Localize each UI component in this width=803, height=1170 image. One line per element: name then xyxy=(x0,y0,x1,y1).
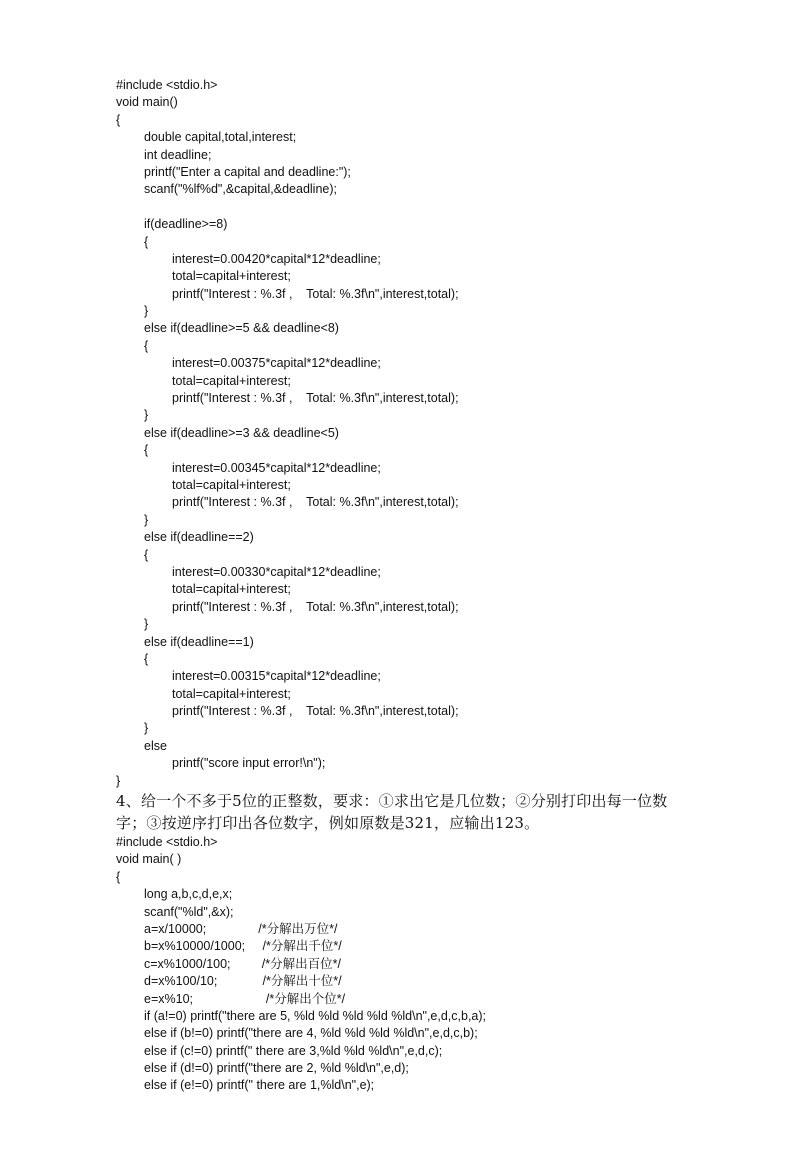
code-line: } xyxy=(144,512,149,527)
document-body xyxy=(116,77,776,1095)
code-line: { xyxy=(144,651,149,666)
blank-line xyxy=(116,199,776,216)
code-line: else xyxy=(144,738,167,753)
code-line: } xyxy=(144,304,149,319)
code-line: if(deadline>=8) xyxy=(144,217,228,232)
code-line: else if (c!=0) printf(" there are 3,%ld %ld %ld\n",e,d,c); xyxy=(144,1043,443,1058)
code-line: #include <stdio.h> xyxy=(116,78,218,92)
prose-line: 4、给一个不多于5位的正整数，要求：①求出它是几位数；②分别打印出每一位数 xyxy=(116,792,668,811)
code-line: } xyxy=(116,773,121,788)
code-line: printf("Enter a capital and deadline:"); xyxy=(144,164,351,179)
code-line: interest=0.00420*capital*12*deadline; xyxy=(172,251,381,266)
code-line: else if(deadline>=5 && deadline<8) xyxy=(144,321,339,336)
code-line: b=x%10000/1000; /*分解出千位*/ xyxy=(144,939,342,954)
code-line: scanf("%ld",&x); xyxy=(144,904,234,919)
code-line: else if (b!=0) printf("there are 4, %ld %ld %ld %ld\n",e,d,c,b); xyxy=(144,1026,478,1041)
code-line: int deadline; xyxy=(144,147,212,162)
code-line: { xyxy=(116,869,121,884)
code-line: else if (e!=0) printf(" there are 1,%ld\n",e); xyxy=(144,1078,375,1093)
code-line: { xyxy=(144,443,149,458)
code-line: a=x/10000; /*分解出万位*/ xyxy=(144,921,338,936)
code-line: d=x%100/10; /*分解出十位*/ xyxy=(144,974,342,989)
code-line: printf("Interest : %.3f , Total: %.3f\n",interest,total); xyxy=(172,286,459,301)
code-line: else if(deadline==2) xyxy=(144,530,254,545)
code-line: { xyxy=(144,547,149,562)
code-line: printf("Interest : %.3f , Total: %.3f\n",interest,total); xyxy=(172,391,459,406)
code-line: } xyxy=(144,408,149,423)
code-line: total=capital+interest; xyxy=(172,373,291,388)
code-line: printf("Interest : %.3f , Total: %.3f\n",interest,total); xyxy=(172,704,459,719)
code-line: double capital,total,interest; xyxy=(144,130,297,145)
code-line: interest=0.00315*capital*12*deadline; xyxy=(172,669,381,684)
code-line: total=capital+interest; xyxy=(172,477,291,492)
code-line: if (a!=0) printf("there are 5, %ld %ld %ld %ld %ld\n",e,d,c,b,a); xyxy=(144,1008,487,1023)
code-line: void main( ) xyxy=(116,852,182,867)
code-line: c=x%1000/100; /*分解出百位*/ xyxy=(144,956,341,971)
code-line: e=x%10; /*分解出个位*/ xyxy=(144,991,346,1006)
code-line: interest=0.00375*capital*12*deadline; xyxy=(172,356,381,371)
code-line: scanf("%lf%d",&capital,&deadline); xyxy=(144,182,337,197)
code-line: #include <stdio.h> xyxy=(116,835,218,850)
code-line: } xyxy=(144,617,149,632)
code-line: else if (d!=0) printf("there are 2, %ld %ld\n",e,d); xyxy=(144,1061,409,1076)
code-line: total=capital+interest; xyxy=(172,686,291,701)
code-line: long a,b,c,d,e,x; xyxy=(144,887,233,902)
code-line: printf("score input error!\n"); xyxy=(172,756,326,771)
code-line: { xyxy=(116,112,121,127)
code-line: total=capital+interest; xyxy=(172,269,291,284)
code-line: printf("Interest : %.3f , Total: %.3f\n",interest,total); xyxy=(172,599,459,614)
code-line: printf("Interest : %.3f , Total: %.3f\n",interest,total); xyxy=(172,495,459,510)
code-line: { xyxy=(144,234,149,249)
code-line: else if(deadline==1) xyxy=(144,634,254,649)
code-line: total=capital+interest; xyxy=(172,582,291,597)
code-line: } xyxy=(144,721,149,736)
prose-line: 字；③按逆序打印出各位数字，例如原数是321，应输出123。 xyxy=(116,814,540,833)
code-line: interest=0.00330*capital*12*deadline; xyxy=(172,564,381,579)
code-line: void main() xyxy=(116,95,178,110)
code-line: else if(deadline>=3 && deadline<5) xyxy=(144,425,339,440)
code-line: interest=0.00345*capital*12*deadline; xyxy=(172,460,381,475)
code-line: { xyxy=(144,338,149,353)
